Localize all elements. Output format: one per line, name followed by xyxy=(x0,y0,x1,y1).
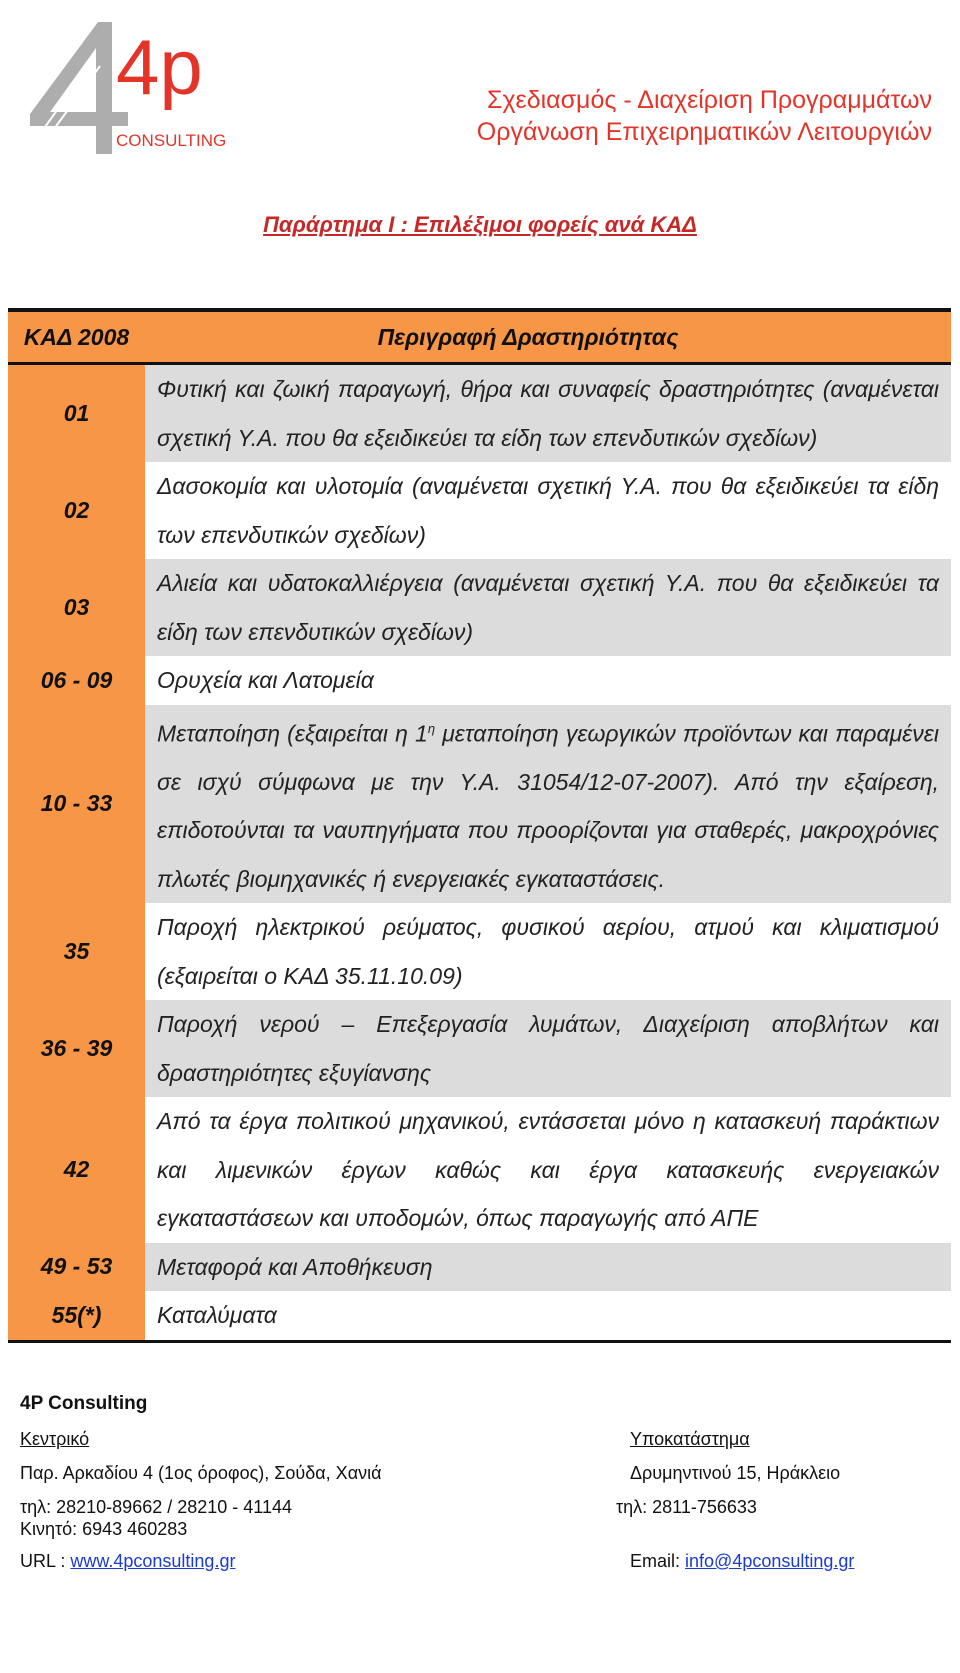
footer-branch-phone: τηλ: 2811-756633 xyxy=(616,1497,757,1517)
footer-email-line xyxy=(630,1551,854,1572)
desc-part-2: μεταποίηση γεωργικών προϊόντων και παραμένει σε ισχύ σύμφωνα με την Υ.Α. 31054/12-07-2007). Από την εξαίρεση, επιδοτούνται τα ναυπηγήματα που προορίζονται για σταθερές, μακροχρόνιες πλωτές βιομηχανικές ή ενεργειακές εγκαταστάσεις. xyxy=(157,720,939,892)
logo-consulting: CONSULTING xyxy=(116,131,227,150)
table-row xyxy=(8,364,951,463)
header-description: Περιγραφή Δραστηριότητας xyxy=(145,310,951,364)
header-kad: ΚΑΔ 2008 xyxy=(8,310,145,364)
desc-part-1: Μεταποίηση (εξαιρείται η 1 xyxy=(157,720,428,747)
footer-hq-address: Παρ. Αρκαδίου 4 (1ος όροφος), Σούδα, Χανιά xyxy=(20,1463,382,1483)
kad-description xyxy=(145,705,951,904)
kad-description: Παροχή ηλεκτρικού ρεύματος, φυσικού αερίου, ατμού και κλιματισμού (εξαιρείται ο ΚΑΔ 35.11.10.09) xyxy=(157,914,939,989)
kad-code: 01 xyxy=(8,364,145,463)
footer-branch-heading: Υποκατάστημα xyxy=(630,1429,750,1449)
kad-code: 49 - 53 xyxy=(8,1243,145,1292)
table-row xyxy=(8,559,951,656)
kad-code: 03 xyxy=(8,559,145,656)
kad-description: Δασοκομία και υλοτομία (αναμένεται σχετική Υ.Α. που θα εξειδικεύει τα είδη των επενδυτικών σχεδίων) xyxy=(157,473,939,548)
kad-description: Μεταφορά και Αποθήκευση xyxy=(145,1243,951,1292)
kad-description: Από τα έργα πολιτικού μηχανικού, εντάσσεται μόνο η κατασκευή παράκτιων και λιμενικών έργων καθώς και έργα κατασκευής ενεργειακών εγκαταστάσεων και υποδομών, όπως παραγωγής από ΑΠΕ xyxy=(157,1108,939,1232)
table-row xyxy=(8,1291,951,1341)
kad-code: 36 - 39 xyxy=(8,1000,145,1097)
kad-code: 42 xyxy=(8,1097,145,1243)
kad-table xyxy=(8,308,951,1343)
kad-code: 02 xyxy=(8,462,145,559)
kad-code: 06 - 09 xyxy=(8,656,145,705)
table-row xyxy=(8,1243,951,1292)
footer-branch-address: Δρυμηντινού 15, Ηράκλειο xyxy=(630,1463,841,1483)
logo-graphic xyxy=(20,14,250,164)
footer-hq-mobile: Κινητό: 6943 460283 xyxy=(20,1519,188,1539)
tagline-line-1: Σχεδιασμός - Διαχείριση Προγραμμάτων xyxy=(486,86,932,114)
table-row xyxy=(8,656,951,705)
kad-description: Καταλύματα xyxy=(145,1291,951,1341)
kad-description: Παροχή νερού – Επεξεργασία λυμάτων, Διαχείριση αποβλήτων και δραστηριότητες εξυγίανσης xyxy=(145,1000,951,1097)
email-label: Email: xyxy=(630,1551,681,1571)
table-row xyxy=(8,1000,951,1097)
table-header-row xyxy=(8,310,951,364)
footer-hq-heading: Κεντρικό xyxy=(20,1429,90,1449)
table-row xyxy=(8,1097,951,1243)
table-row xyxy=(8,903,951,1000)
footer-company: 4P Consulting xyxy=(20,1393,148,1414)
page-title: Παράρτημα I : Επιλέξιμοι φορείς ανά ΚΑΔ xyxy=(263,212,697,237)
table-row xyxy=(8,462,951,559)
kad-code: 55(*) xyxy=(8,1291,145,1341)
table-row xyxy=(8,705,951,904)
kad-code: 35 xyxy=(8,903,145,1000)
desc-superscript: η xyxy=(427,720,436,736)
url-label: URL : xyxy=(20,1551,66,1571)
logo-p: 4p xyxy=(116,23,203,111)
footer-hq-phone: τηλ: 28210-89662 / 28210 - 41144 xyxy=(20,1497,292,1517)
tagline-line-2: Οργάνωση Επιχειρηματικών Λειτουργιών xyxy=(476,118,932,146)
kad-description: Αλιεία και υδατοκαλλιέργεια (αναμένεται σχετική Υ.Α. που θα εξειδικεύει τα είδη των επενδυτικών σχεδίων) xyxy=(145,559,951,656)
footer-url-line xyxy=(20,1551,235,1572)
website-link[interactable]: www.4pconsulting.gr xyxy=(70,1551,236,1571)
kad-description: Ορυχεία και Λατομεία xyxy=(157,667,374,693)
kad-code: 10 - 33 xyxy=(8,705,145,904)
email-link[interactable]: info@4pconsulting.gr xyxy=(685,1551,855,1571)
company-logo xyxy=(20,14,250,164)
company-tagline xyxy=(477,84,932,148)
kad-description: Φυτική και ζωική παραγωγή, θήρα και συναφείς δραστηριότητες (αναμένεται σχετική Υ.Α. που θα εξειδικεύει τα είδη των επενδυτικών σχεδίων) xyxy=(145,364,951,463)
